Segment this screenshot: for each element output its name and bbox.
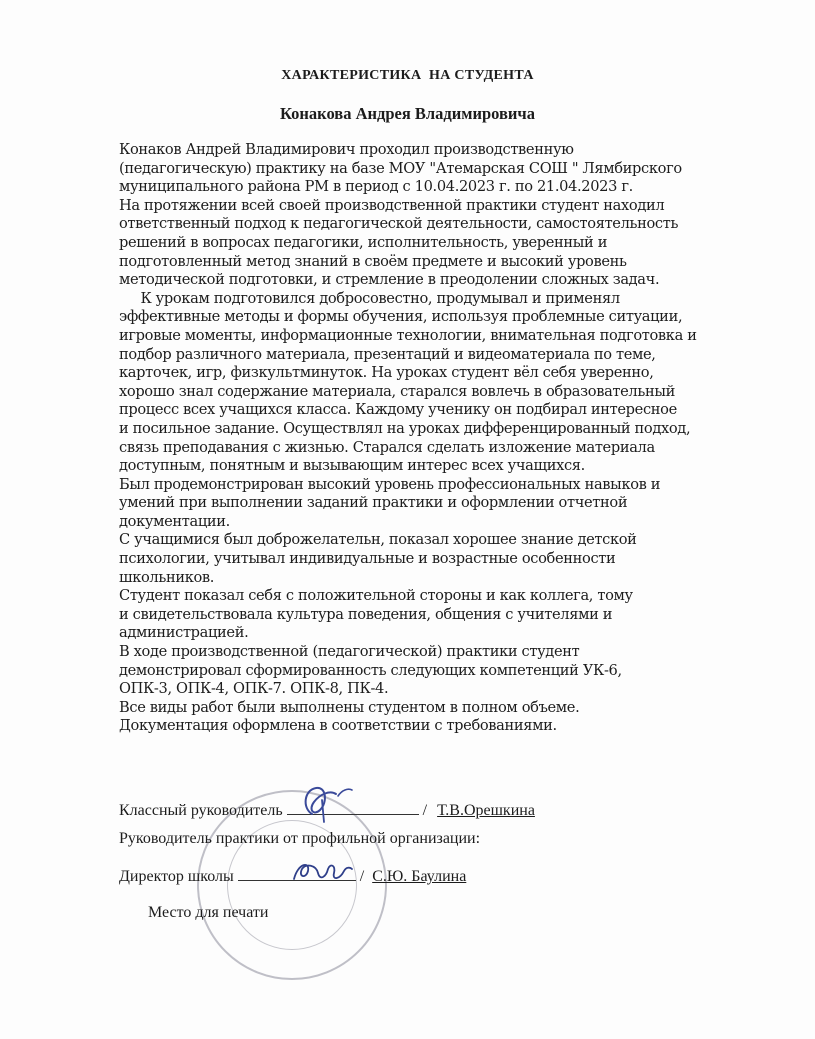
body-line: хорошо знал содержание материала, старался вовлечь в образовательный [119, 382, 675, 400]
director-label: Директор школы [119, 868, 234, 885]
body-line: На протяжении всей своей производственной практики студент находил [119, 196, 665, 214]
director-name: С.Ю. Баулина [372, 868, 467, 885]
body-line: Документация оформлена в соответствии с требованиями. [119, 717, 557, 735]
document-title: ХАРАКТЕРИСТИКА НА СТУДЕНТА [281, 68, 534, 83]
document-body [119, 141, 769, 736]
body-line: связь преподавания с жизнью. Старался сделать изложение материала [119, 438, 655, 456]
body-line: демонстрировал сформированность следующих компетенций УК-6, [119, 661, 622, 679]
body-line: В ходе производственной (педагогической) практики студент [119, 643, 580, 661]
body-line: методической подготовки, и стремление в преодолении сложных задач. [119, 271, 660, 289]
body-line: карточек, игр, физкультминуток. На уроках студент вёл себя уверенно, [119, 364, 654, 382]
body-line: и свидетельствовала культура поведения, общения с учителями и [119, 605, 613, 623]
slash-separator: / [359, 868, 365, 885]
body-line: администрацией. [119, 624, 249, 642]
body-line: К урокам подготовился добросовестно, продумывал и применял [119, 289, 620, 307]
body-line: Конаков Андрей Владимирович проходил производственную [119, 141, 574, 158]
body-line: Студент показал себя с положительной стороны и как коллега, тому [119, 587, 633, 605]
body-line: решений в вопросах педагогики, исполнительность, уверенный и [119, 233, 608, 251]
body-line: Был продемонстрирован высокий уровень профессиональных навыков и [119, 475, 661, 493]
body-line: С учащимися был доброжелательн, показал хорошее знание детской [119, 531, 637, 549]
body-line: подготовленный метод знаний в своём предмете и высокий уровень [119, 252, 627, 270]
body-line: игровые моменты, информационные технологии, внимательная подготовка и [119, 326, 697, 344]
practice-head-row [119, 830, 480, 848]
document-subtitle: Конакова Андрея Владимировича [280, 104, 535, 123]
body-line: умений при выполнении заданий практики и оформлении отчетной [119, 494, 628, 512]
class-teacher-label: Классный руководитель [119, 802, 283, 819]
body-line: эффективные методы и формы обучения, используя проблемные ситуации, [119, 308, 683, 326]
body-line: процесс всех учащихся класса. Каждому ученику он подбирал интересное [119, 401, 677, 419]
director-signature-icon [288, 855, 354, 889]
body-line: и посильное задание. Осуществлял на уроках дифференцированный подход, [119, 419, 691, 437]
practice-head-label: Руководитель практики от профильной организации: [119, 830, 481, 847]
body-line: муниципального района РМ в период с 10.04.2023 г. по 21.04.2023 г. [119, 178, 633, 196]
class-teacher-name: Т.В.Орешкина [437, 802, 535, 819]
body-line: доступным, понятным и вызывающим интерес всех учащихся. [119, 457, 585, 475]
body-line: ответственный подход к педагогической деятельности, самостоятельность [119, 215, 679, 233]
stamp-place-label: Место для печати [148, 904, 269, 921]
stamp-place-row [148, 904, 268, 922]
body-line: Все виды работ были выполнены студентом в полном объеме. [119, 698, 580, 716]
body-line: подбор различного материала, презентаций и видеоматериала по теме, [119, 345, 656, 363]
body-line: школьников. [119, 568, 215, 586]
body-line: психологии, учитывал индивидуальные и возрастные особенности [119, 550, 616, 568]
class-teacher-signature-icon [298, 780, 358, 824]
slash-separator: / [422, 802, 428, 819]
body-line: документации. [119, 512, 230, 530]
body-line: (педагогическую) практику на базе МОУ "Атемарская СОШ " Лямбирского [119, 159, 682, 177]
body-line: ОПК-3, ОПК-4, ОПК-7. ОПК-8, ПК-4. [119, 680, 389, 698]
